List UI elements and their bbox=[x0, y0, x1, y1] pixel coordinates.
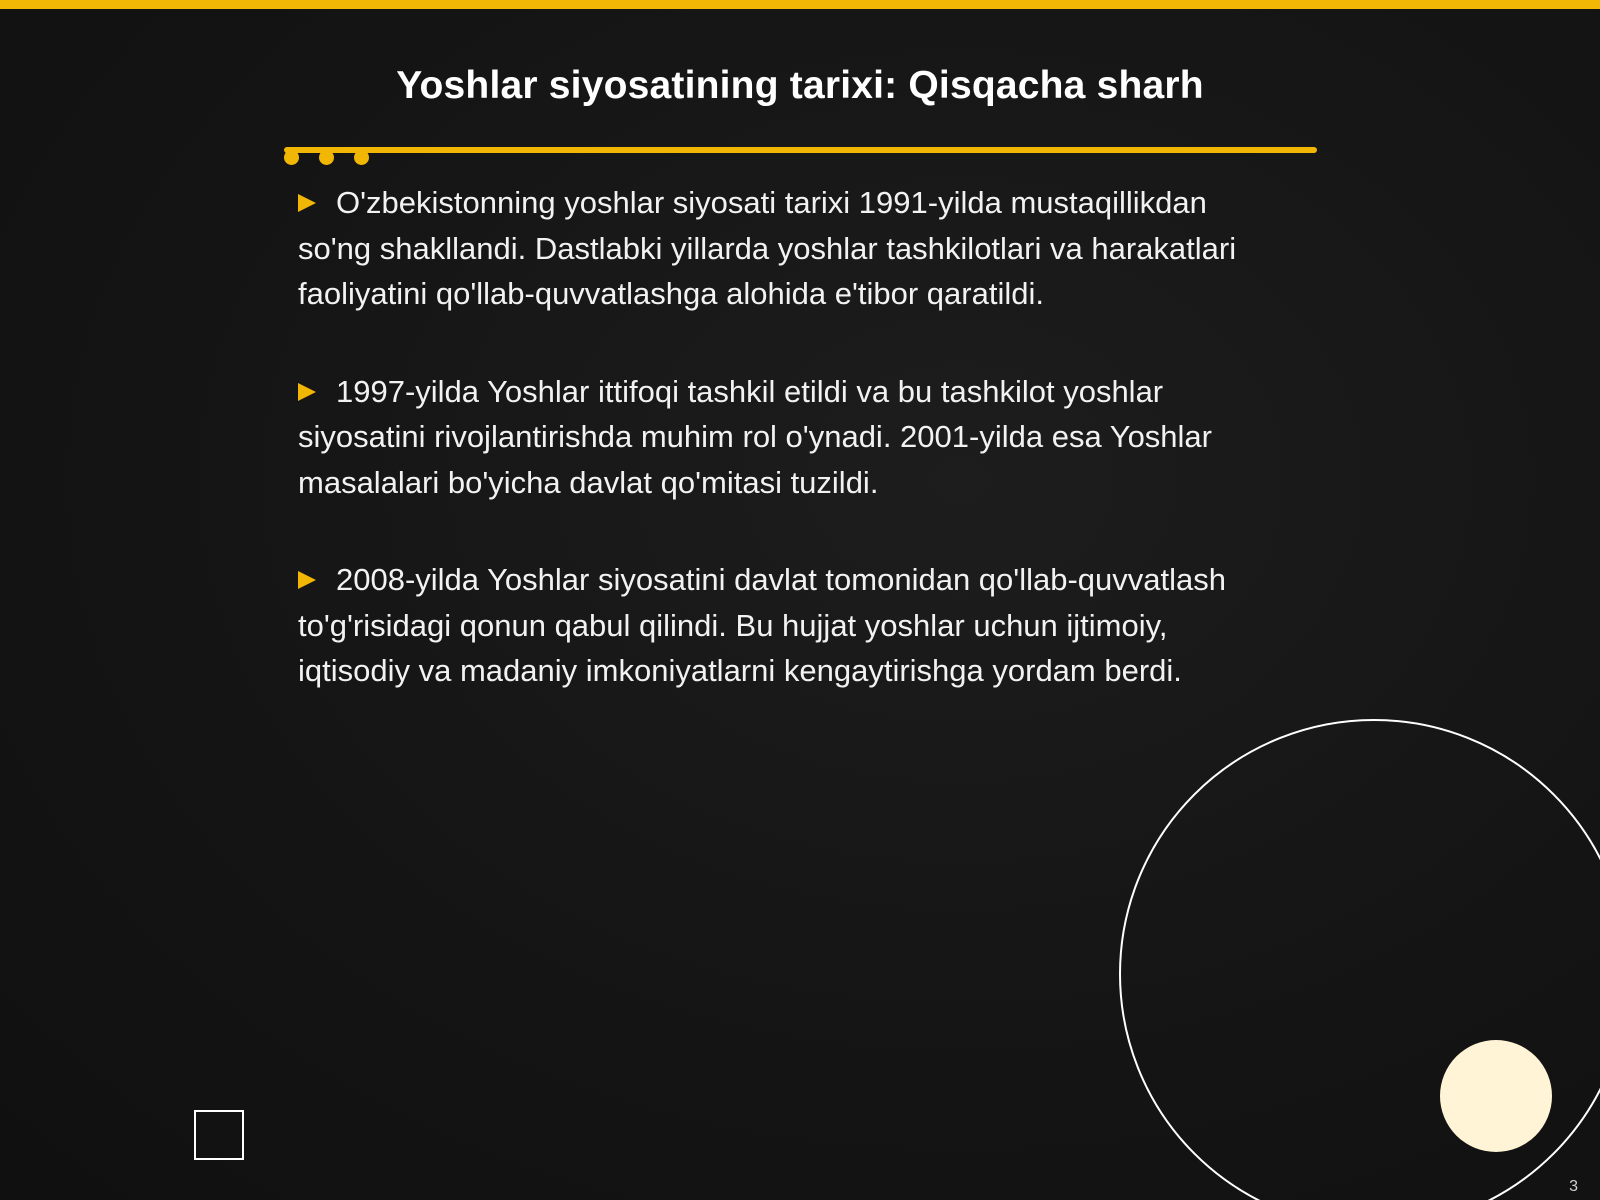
bullet-item bbox=[298, 557, 1288, 694]
title-divider bbox=[284, 147, 1317, 153]
bullet-text: 1997-yilda Yoshlar ittifoqi tashkil etildi va bu tashkilot yoshlar siyosatini rivojlantirishda muhim rol o'ynadi. 2001-yilda esa Yoshlar masalalari bo'yicha davlat qo'mitasi tuzildi. bbox=[298, 373, 1213, 500]
decorative-circle bbox=[1440, 1040, 1552, 1152]
triangle-right-icon bbox=[298, 194, 316, 212]
page-number: 3 bbox=[1569, 1178, 1578, 1195]
top-accent-bar bbox=[0, 0, 1600, 9]
bullet-list bbox=[298, 180, 1288, 694]
slide-title: Yoshlar siyosatining tarixi: Qisqacha sharh bbox=[396, 64, 1204, 107]
bullet-text: O'zbekistonning yoshlar siyosati tarixi 1991-yilda mustaqillikdan so'ng shakllandi. Dastlabki yillarda yoshlar tashkilotlari va harakatlari faoliyatini qo'llab-quvvatlashga alohida e'tibor qaratildi. bbox=[298, 185, 1237, 311]
decorative-square bbox=[194, 1110, 244, 1160]
divider-dot bbox=[284, 150, 299, 165]
divider-dot bbox=[319, 150, 334, 165]
bullet-item bbox=[298, 369, 1288, 506]
triangle-right-icon bbox=[298, 383, 316, 401]
bullet-text: 2008-yilda Yoshlar siyosatini davlat tomonidan qo'llab-quvvatlash to'g'risidagi qonun qabul qilindi. Bu hujjat yoshlar uchun ijtimoiy, iqtisodiy va madaniy imkoniyatlarni kengaytirishga yordam berdi. bbox=[298, 562, 1226, 688]
triangle-right-icon bbox=[298, 571, 316, 589]
divider-dot bbox=[354, 150, 369, 165]
bullet-item bbox=[298, 180, 1288, 317]
